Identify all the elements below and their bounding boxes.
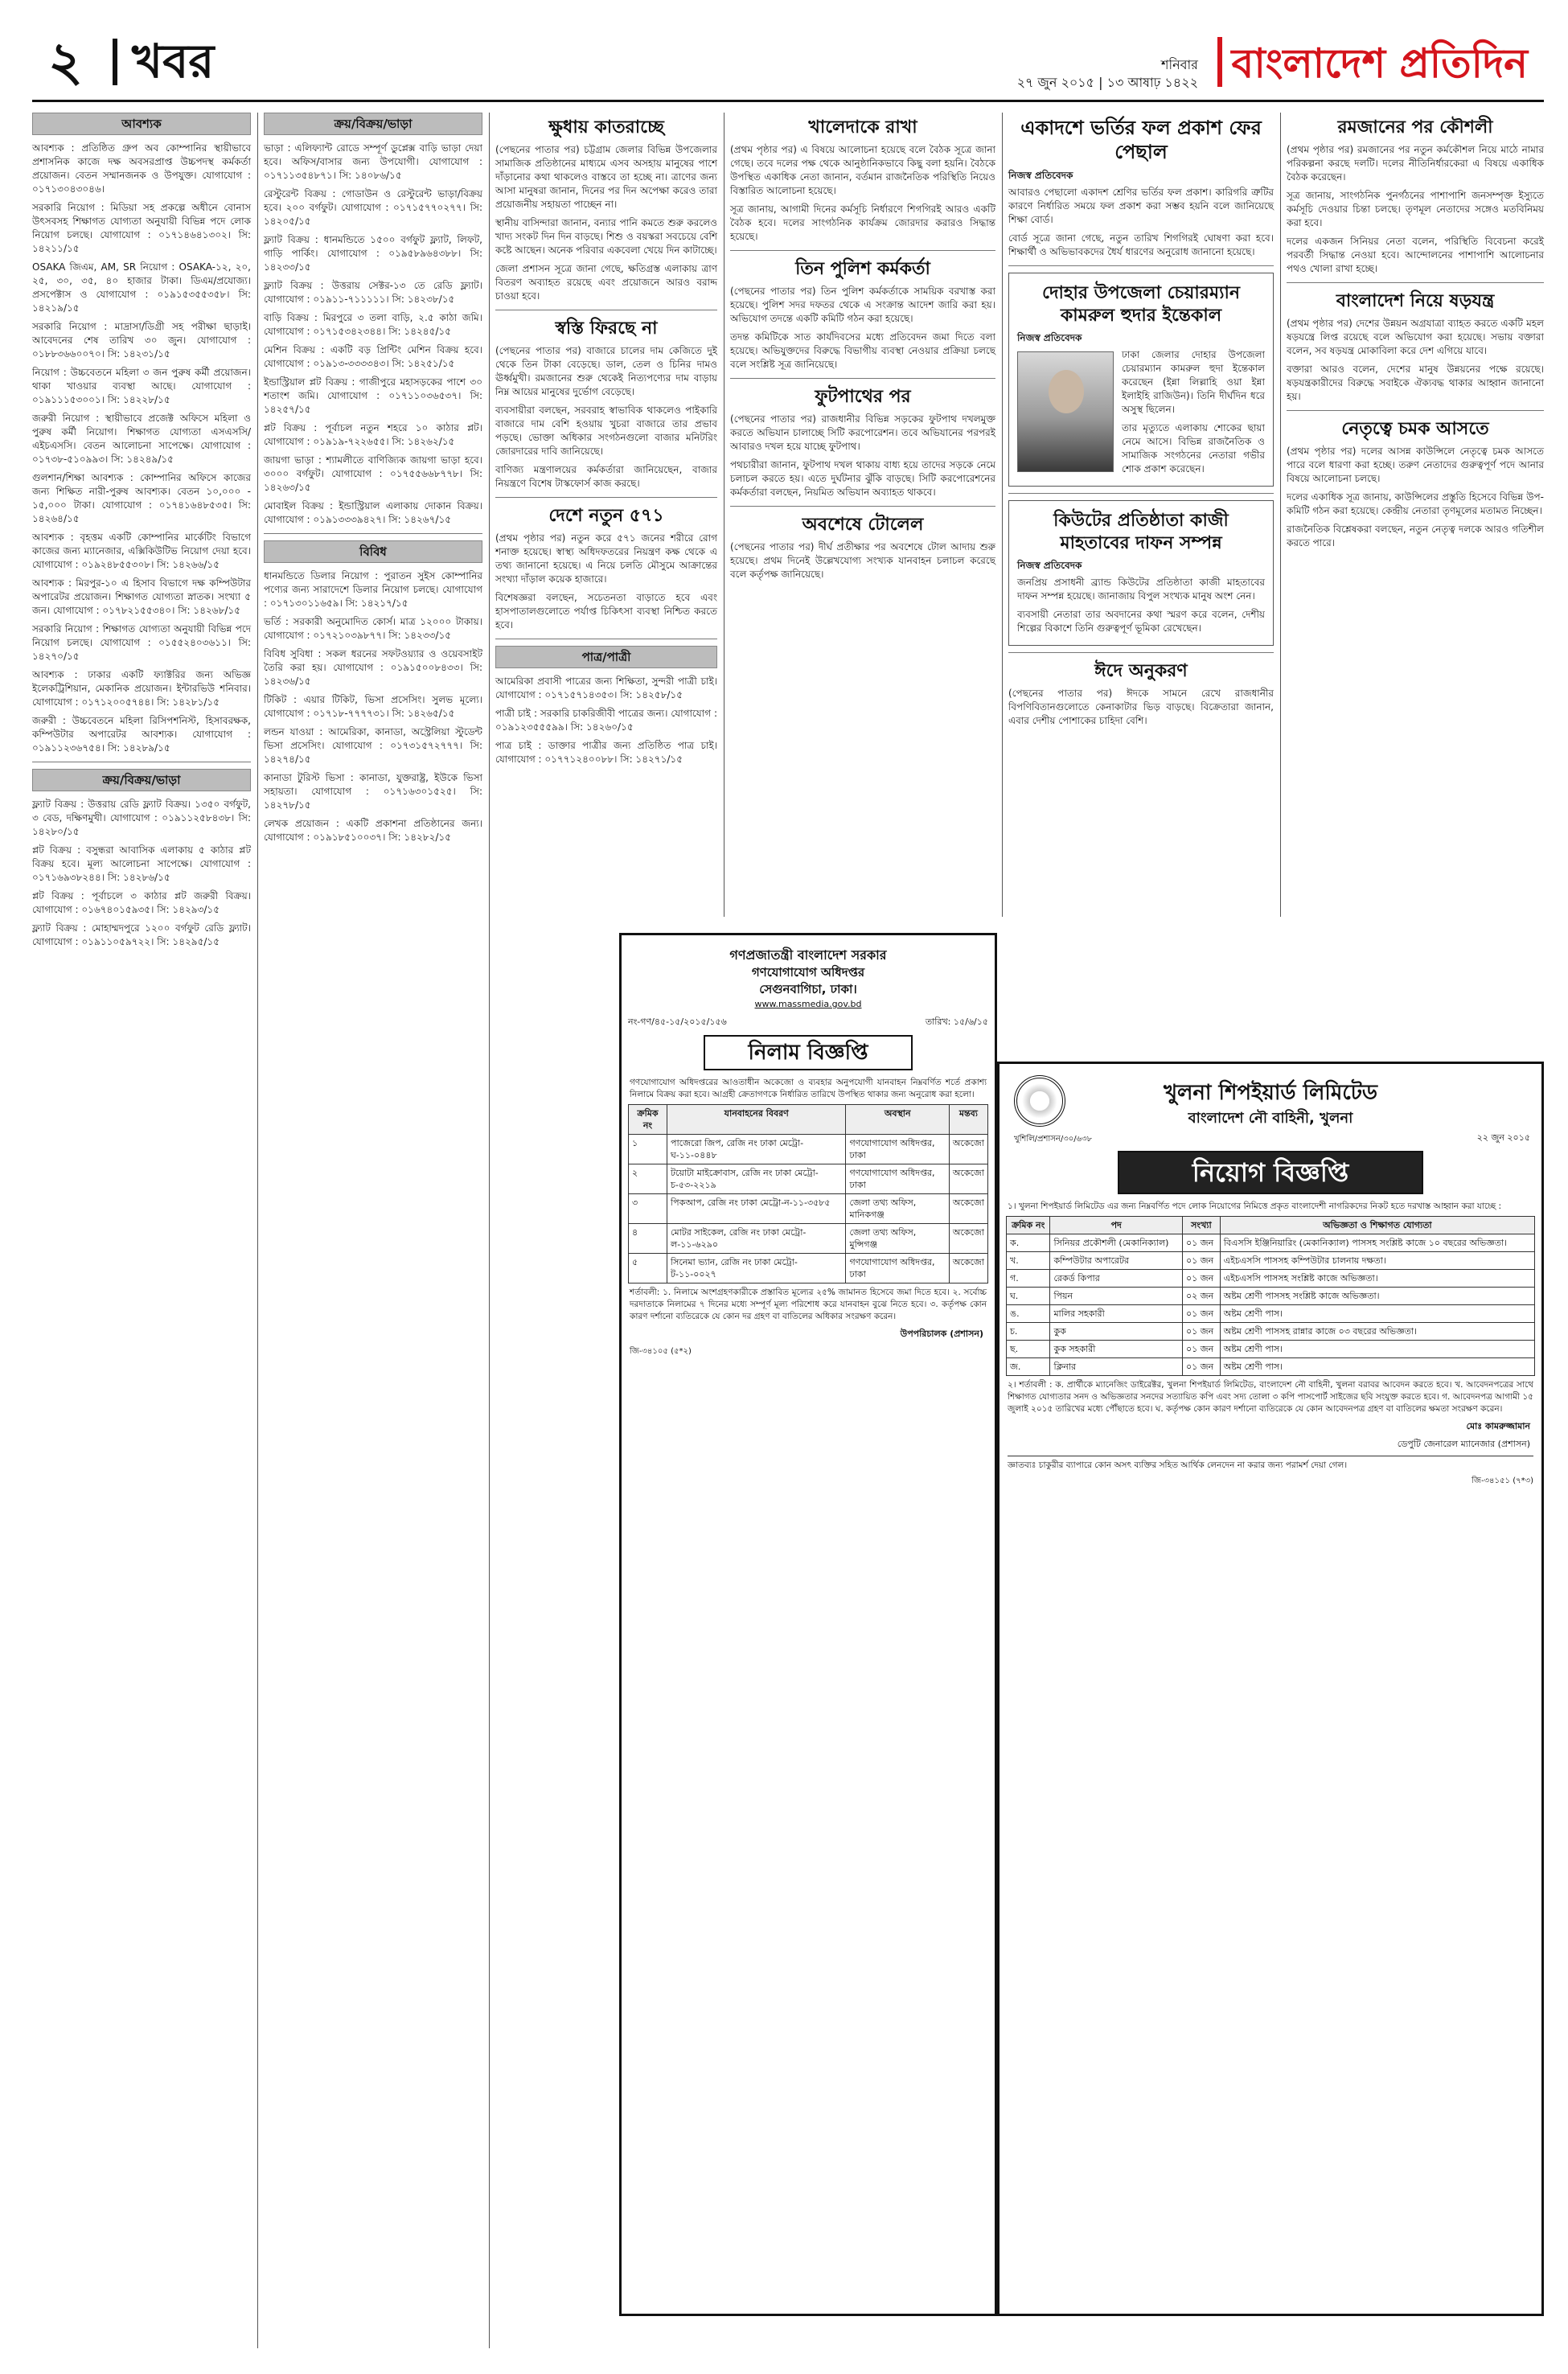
table-cell: অকেজো <box>949 1164 987 1194</box>
classified-ad: জরুরী : উচ্চবেতনে মহিলা রিসিপশনিস্ট, হিসাবরক্ষক, কম্পিউটার অপারেটর আবশ্যক। যোগাযোগ : ০১৯১১২৩৬৭৫৪। সি: ১৪২৮৯/১৫ <box>32 715 251 754</box>
table-cell: গণযোগাযোগ অধিদপ্তর, ঢাকা <box>846 1254 949 1284</box>
classified-ad: ফ্ল্যাট বিক্রয় : উত্তরায় রেডি ফ্ল্যাট বিক্রয়। ১৩৫০ বর্গফুট, ৩ বেড, দক্ষিণমুখী। যোগাযোগ : ০১৯১১২৫৮৪৩৮। সি: ১৪২৮০/১৫ <box>32 799 251 837</box>
table-cell: টয়োটা মাইক্রোবাস, রেজি নং ঢাকা মেট্রো-চ-৫৩-২২১৯ <box>667 1164 846 1194</box>
table-cell: ০১ জন <box>1183 1270 1221 1288</box>
article-paragraph: আবারও পেছালো একাদশ শ্রেণির ভর্তির ফল প্রকাশ। কারিগরি ত্রুটির কারণে নির্ধারিত সময়ে ফল প্রকাশ করা সম্ভব হয়নি বলে জানিয়েছে শিক্ষা বোর্ড। <box>1008 187 1274 225</box>
masthead-rule <box>32 100 1544 102</box>
table-cell: পিকআপ, রেজি নং ঢাকা মেট্রো-ন-১১-৩৫৮৫ <box>667 1194 846 1224</box>
article-paragraph: বক্তারা আরও বলেন, দেশের মানুষ উন্নয়নের পক্ষে রয়েছে। ষড়যন্ত্রকারীদের বিরুদ্ধে সবাইকে ঐক্যবদ্ধ থাকার আহ্বান জানানো হয়। <box>1287 363 1544 402</box>
article-paragraph: (প্রথম পৃষ্ঠার পর) দেশের উন্নয়ন অগ্রযাত্রা ব্যাহত করতে একটি মহল ষড়যন্ত্রে লিপ্ত রয়েছে বলে অভিযোগ করা হয়েছে। সভায় বক্তারা বলেন, সব ষড়যন্ত্র মোকাবিলা করে দেশ এগিয়ে যাবে। <box>1287 318 1544 356</box>
notice-date: তারিখ: ১৫/৬/১৫ <box>925 1017 988 1027</box>
headline: একাদশে ভর্তির ফল প্রকাশ ফের পেছাল <box>1020 116 1262 163</box>
article-body <box>1017 576 1265 635</box>
classified-ad: টিকিট : এয়ার টিকিট, ভিসা প্রসেসিং। সুলভ মূল্যে। যোগাযোগ : ০১৭১৮-৭৭৭৭৩১। সি: ১৪২৬৫/১৫ <box>264 694 482 719</box>
article-body <box>1287 143 1544 276</box>
section-title: খবর <box>132 34 215 88</box>
table-cell: গণযোগাযোগ অধিদপ্তর, ঢাকা <box>846 1135 949 1164</box>
table-cell: গ. <box>1007 1270 1050 1288</box>
table-cell: পাজেরো জিপ, রেজি নং ঢাকা মেট্রো-ঘ-১১-০৪৪৮ <box>667 1135 846 1164</box>
notice-conditions: ২। শর্তাবলী : ক. প্রার্থীকে ম্যানেজিং ডাইরেক্টর, খুলনা শিপইয়ার্ড লিমিটেড, বাংলাদেশ নৌ বাহিনী, খুলনা বরাবর আবেদন করতে হবে। খ. আবেদনপত্রের সাথে শিক্ষাগত যোগ্যতার সনদ ও অভিজ্ঞতার সনদের সত্যায়িত কপি এবং সদ্য তোলা ৩ কপি পাসপোর্ট সাইজের ছবি সংযুক্ত করতে হবে। গ. আবেদনপত্র আগামী ১৫ জুলাই ২০১৫ তারিখের মধ্যে পৌঁছাতে হবে। ঘ. কর্তৃপক্ষ কোন কারণ দর্শানো ব্যতিরেকে যে কোন আবেদনপত্র গ্রহণ বা বাতিলের ক্ষমতা সংরক্ষণ করেন। <box>1008 1380 1533 1414</box>
article-body <box>1287 445 1544 550</box>
table-cell: অকেজো <box>949 1194 987 1224</box>
table-cell: ৩ <box>629 1194 667 1224</box>
article-body <box>495 344 717 491</box>
classified-ad: আবশ্যক : মিরপুর-১০ এ হিসাব বিভাগে দক্ষ কম্পিউটার অপারেটর প্রয়োজন। শিক্ষাগত যোগ্যতা স্নাতক। সংখ্যা ৫ জন। যোগাযোগ : ০১৭৮২১৫৫৩৪০। সি: ১৪২৬৮/১৫ <box>32 577 251 616</box>
table-row <box>629 1135 988 1164</box>
article-paragraph: স্থানীয় বাসিন্দারা জানান, বন্যার পানি কমতে শুরু করলেও খাদ্য সংকট দিন দিন বাড়ছে। শিশু ও বয়স্করা সবচেয়ে বেশি কষ্টে আছেন। অনেক পরিবার একবেলা খেয়ে দিন কাটাচ্ছে। <box>495 217 717 256</box>
ad-org-department: গণযোগাযোগ অধিদপ্তর <box>751 965 865 980</box>
table-cell: জ. <box>1007 1358 1050 1376</box>
ad-org-name: গণপ্রজাতন্ত্রী বাংলাদেশ সরকার <box>729 947 887 963</box>
table-row <box>1007 1323 1535 1341</box>
headline: দোহার উপজেলা চেয়ারম্যান কামরুল হুদার ইন্তেকাল <box>1042 282 1240 326</box>
classified-ad: আমেরিকা প্রবাসী পাত্রের জন্য শিক্ষিতা, সুন্দরী পাত্রী চাই। যোগাযোগ : ০১৭১৫৭১৪৩৫৩। সি: ১৪২৫৮/১৫ <box>495 676 717 700</box>
ad-org-name: খুলনা শিপইয়ার্ড লিমিটেড <box>1163 1081 1378 1105</box>
article-paragraph: (পেছনের পাতার পর) বাজারে চালের দাম কেজিতে দুই থেকে তিন টাকা বেড়েছে। ডাল, তেল ও চিনির দামও ঊর্ধ্বমুখী। রমজানের শুরু থেকেই নিত্যপণ্যের দাম বাড়ায় নিম্ন আয়ের মানুষের দুর্ভোগ বেড়েছে। <box>495 345 717 397</box>
headline: ঈদে অনুকরণ <box>1094 660 1188 681</box>
table-header-row <box>1007 1217 1535 1234</box>
ref-number: খুশিলি/প্রশাসন/৩০/৬৩৮ <box>1014 1135 1093 1144</box>
table-cell: গণযোগাযোগ অধিদপ্তর, ঢাকা <box>846 1164 949 1194</box>
classified-ad: জায়গা ভাড়া : শ্যামলীতে বাণিজ্যিক জায়গা ভাড়া হবে। ৩০০০ বর্গফুট। যোগাযোগ : ০১৭৫৫৬৬৮৭৭৮। সি: ১৪২৬৩/১৫ <box>264 454 482 493</box>
section-header-buy-sell: ক্রয়/বিক্রয়/ভাড়া <box>264 113 482 135</box>
article-paragraph: ব্যবসায়ীরা বলছেন, সরবরাহ স্বাভাবিক থাকলেও পাইকারি বাজারে দাম বেশি হওয়ায় খুচরা বাজারে তার প্রভাব পড়ছে। ভোক্তা অধিকার সংগঠনগুলো বাজার মনিটরিং জোরদারের দাবি জানিয়েছে। <box>495 405 717 457</box>
table-cell: অষ্টম শ্রেণী পাস। <box>1220 1341 1534 1358</box>
classified-ad: ফ্ল্যাট বিক্রয় : মোহাম্মদপুরে ১২০০ বর্গফুট রেডি ফ্ল্যাট। যোগাযোগ : ০১৯১১০৫৯৭২২। সি: ১৪২৯৫/১৫ <box>32 922 251 947</box>
article-paragraph: বাণিজ্য মন্ত্রণালয়ের কর্মকর্তারা জানিয়েছেন, বাজার নিয়ন্ত্রণে বিশেষ টাস্কফোর্স কাজ করছে। <box>495 464 717 489</box>
table-cell: কুক <box>1050 1323 1183 1341</box>
column-rule <box>1002 113 1003 917</box>
classified-ad: গুলশান/শিক্ষা আবশ্যক : কোম্পানির অফিসে কাজের জন্য শিক্ষিত নারী-পুরুষ আবশ্যক। বেতন ১০,০০০ - ১৫,০০০ টাকা। যোগাযোগ : ০১৭৪১৬৪৮৫৩৫। সি: ১৪২৬৪/১৫ <box>32 472 251 524</box>
table-header-cell: পদ <box>1050 1217 1183 1234</box>
divider <box>1287 410 1544 411</box>
column-rule <box>257 113 258 2348</box>
table-header-cell: অবস্থান <box>846 1105 949 1135</box>
table-cell: পিয়ন <box>1050 1288 1183 1305</box>
table-cell: কুক সহকারী <box>1050 1341 1183 1358</box>
article-paragraph: (পেছনের পাতার পর) ঈদকে সামনে রেখে রাজধানীর বিপণিবিতানগুলোতে কেনাকাটার ভিড় বাড়ছে। বিক্রেতারা জানান, এবার দেশীয় পোশাকের চাহিদা বেশি। <box>1008 688 1274 726</box>
classified-list <box>32 798 251 949</box>
shipyard-logo <box>1014 1075 1065 1127</box>
headline: কিউটের প্রতিষ্ঠাতা কাজী মাহতাবের দাফন সম্পন্ন <box>1053 510 1229 553</box>
section-header-misc: বিবিধ <box>264 540 482 563</box>
classified-ad: সরকারি নিয়োগ : মাদ্রাসা/ডিগ্রী সহ পরীক্ষা ছাড়াই। আবেদনের শেষ তারিখ ৩০ জুন। যোগাযোগ : ০১৮৮৩৬৬০০৭০। সি: ১৪২৩১/১৫ <box>32 321 251 359</box>
issue-date: ২৭ জুন ২০১৫ | ১৩ আষাঢ় ১৪২২ <box>1016 75 1198 90</box>
table-cell: ৫ <box>629 1254 667 1284</box>
table-cell: জেলা তথ্য অফিস, মুন্সিগঞ্জ <box>846 1224 949 1254</box>
classified-ad: বিবিধ সুবিধা : সকল ধরনের সফটওয়্যার ও ওয়েবসাইট তৈরি করা হয়। যোগাযোগ : ০১৯১৫০০৮৪৩৩। সি: ১৪২৩৬/১৫ <box>264 648 482 687</box>
article-paragraph: পথচারীরা জানান, ফুটপাথ দখল থাকায় বাধ্য হয়ে তাদের সড়কে নেমে চলাচল করতে হয়। এতে দুর্ঘটনার ঝুঁকি বাড়ছে। সিটি করপোরেশনের কর্মকর্তারা বলছেন, নিয়মিত অভিযান অব্যাহত থাকবে। <box>730 459 995 498</box>
table-cell: খ. <box>1007 1252 1050 1270</box>
table-header-cell: ক্রমিক নং <box>1007 1217 1050 1234</box>
table-cell: ২ <box>629 1164 667 1194</box>
article-paragraph: রাজনৈতিক বিশ্লেষকরা বলছেন, নতুন নেতৃত্ব দলকে আরও গতিশীল করতে পারে। <box>1287 524 1544 548</box>
dateline <box>1017 56 1198 92</box>
table-cell: ক্লিনার <box>1050 1358 1183 1376</box>
classified-ad: ভর্তি : সরকারী অনুমোদিত কোর্স। মাত্র ১২০০০ টাকায়। যোগাযোগ : ০১৭২১০৩৯৮৭৭। সি: ১৪২৩৩/১৫ <box>264 616 482 641</box>
table-row <box>1007 1305 1535 1323</box>
table-cell: ০১ জন <box>1183 1305 1221 1323</box>
classified-ad: জরুরী নিয়োগ : স্থায়ীভাবে প্রজেক্ট অফিসে মহিলা ও পুরুষ কর্মী নিয়োগ। শিক্ষাগত যোগ্যতা এসএসসি/এইচএসসি। বেতন আলোচনা সাপেক্ষে। যোগাযোগ : ০১৭৩৮-৫১০৯৯৩। সি: ১৪২৪৯/১৫ <box>32 413 251 465</box>
classified-ad: মোবাইল বিক্রয় : ইন্ডাস্ট্রিয়াল এলাকায় দোকান বিক্রয়। যোগাযোগ : ০১৯১৩৩৩৯৪২৭। সি: ১৪২৬৭/১৫ <box>264 500 482 525</box>
ad-org-department: বাংলাদেশ নৌ বাহিনী, খুলনা <box>1188 1110 1353 1127</box>
table-row <box>629 1224 988 1254</box>
article-paragraph: সূত্র জানায়, আগামী দিনের কর্মসূচি নির্ধারণে শিগগিরই আরও একটি বৈঠক হবে। দলের সাংগঠনিক কার্যক্রম জোরদার করারও সিদ্ধান্ত হয়েছে। <box>730 203 995 242</box>
table-cell: অকেজো <box>949 1224 987 1254</box>
headline: দেশে নতুন ৫৭১ <box>548 505 664 526</box>
section-header-wanted: আবশ্যক <box>32 113 251 135</box>
page-number: ২ <box>48 30 83 92</box>
table-header-cell: যানবাহনের বিবরণ <box>667 1105 846 1135</box>
article-paragraph: ব্যবসায়ী নেতারা তার অবদানের কথা স্মরণ করে বলেন, দেশীয় শিল্পের বিকাশে তিনি গুরুত্বপূর্ণ ভূমিকা রেখেছেন। <box>1017 609 1265 634</box>
table-cell: মালির সহকারী <box>1050 1305 1183 1323</box>
classified-ad: রেস্টুরেন্ট বিক্রয় : গোডাউন ও রেস্টুরেন্ট ভাড়া/বিক্রয় হবে। ২০০ বর্গফুট। যোগাযোগ : ০১৭১৫৭৭০২৭৭। সি: ১৪২০৫/১৫ <box>264 188 482 227</box>
table-cell: সিনিয়র প্রকৌশলী (মেকানিক্যাল) <box>1050 1234 1183 1252</box>
notice-intro: ১। খুলনা শিপইয়ার্ড লিমিটেড এর জন্য নিম্নবর্ণিত পদে লোক নিয়োগের নিমিত্তে প্রকৃত বাংলাদেশী নাগরিকদের নিকট হতে দরখাস্ত আহ্বান করা যাচ্ছে : <box>1008 1201 1502 1211</box>
article-paragraph: বিশেষজ্ঞরা বলছেন, সচেতনতা বাড়াতে হবে এবং হাসপাতালগুলোতে পর্যাপ্ত চিকিৎসা ব্যবস্থা নিশ্চিত করতে হবে। <box>495 592 717 630</box>
table-row <box>1007 1234 1535 1252</box>
table-body <box>629 1135 988 1284</box>
article-paragraph: জনপ্রিয় প্রসাধনী ব্র্যান্ড কিউটের প্রতিষ্ঠাতা কাজী মাহতাবের দাফন সম্পন্ন হয়েছে। জানাজায় বিপুল সংখ্যক মানুষ অংশ নেন। <box>1017 577 1265 602</box>
section-header-buy-sell: ক্রয়/বিক্রয়/ভাড়া <box>32 769 251 791</box>
notice-title: নিয়োগ বিজ্ঞপ্তি <box>1118 1151 1423 1194</box>
notice-title: নিলাম বিজ্ঞপ্তি <box>704 1035 913 1070</box>
masthead <box>32 32 1544 95</box>
article-paragraph: জেলা প্রশাসন সূত্রে জানা গেছে, ক্ষতিগ্রস্ত এলাকায় ত্রাণ বিতরণ অব্যাহত রয়েছে এবং প্রয়োজনে আরও বরাদ্দ চাওয়া হবে। <box>495 263 717 302</box>
classifieds-column-2 <box>264 113 482 849</box>
notice-intro: গণযোগাযোগ অধিদপ্তরের আওতাধীন অকেজো ও ব্যবহার অনুপযোগী যানবাহন নিম্নবর্ণিত শর্তে প্রকাশ্য নিলামে বিক্রয় করা হবে। আগ্রহী ক্রেতাগণকে নির্ধারিত তারিখে উপস্থিত থাকার জন্য অনুরোধ করা হলো। <box>630 1078 987 1099</box>
table-cell: ০২ জন <box>1183 1288 1221 1305</box>
recruitment-notice-ad <box>997 1062 1544 2316</box>
classified-ad: প্লট বিক্রয় : পূর্বাচল নতুন শহরে ১০ কাঠার প্লট। যোগাযোগ : ০১৯১৯-৭২২৬৫৫। সি: ১৪২৬২/১৫ <box>264 422 482 447</box>
divider <box>1287 282 1544 283</box>
ad-reference: জি-৩৪১৫১ (৭*৩) <box>1472 1477 1533 1485</box>
classified-ad: লেখক প্রয়োজন : একটি প্রকাশনা প্রতিষ্ঠানের জন্য। যোগাযোগ : ০১৯১৮৫১০০৩৭। সি: ১৪২৮২/১৫ <box>264 818 482 843</box>
auction-table <box>628 1104 988 1284</box>
article-paragraph: (প্রথম পৃষ্ঠার পর) রমজানের পর নতুন কর্মকৌশল নিয়ে মাঠে নামার পরিকল্পনা করছে দলটি। দলের নীতিনির্ধারকেরা এ বিষয়ে একাধিক বৈঠক করেছেন। <box>1287 144 1544 183</box>
news-column-6 <box>1287 113 1544 555</box>
divider <box>1008 493 1274 494</box>
article-paragraph: (পেছনের পাতার পর) তিন পুলিশ কর্মকর্তাকে সাময়িক বরখাস্ত করা হয়েছে। পুলিশ সদর দফতর থেকে এ সংক্রান্ত আদেশ জারি করা হয়। অভিযোগ তদন্তে একটি কমিটি গঠন করা হয়েছে। <box>730 285 995 324</box>
table-row <box>629 1194 988 1224</box>
article-body <box>495 143 717 303</box>
reporter-byline: নিজস্ব প্রতিবেদক <box>1017 332 1082 343</box>
table-header-cell: মন্তব্য <box>949 1105 987 1135</box>
table-row <box>1007 1341 1535 1358</box>
classified-ad: সরকারি নিয়োগ : মিডিয়া সহ প্রকল্পে অধীনে বোনাস উৎসবসহ শিক্ষাগত যোগ্যতা অনুযায়ী বিভিন্ন পদে লোক নিয়োগ চলছে। যোগাযোগ : ০১৭১৪৬৪১৩০২। সি: ১৪২১১/১৫ <box>32 202 251 254</box>
classified-ad: ধানমন্ডিতে ডিলার নিয়োগ : পুরাতন সুইস কোম্পানির পণ্যের জন্য সারাদেশে ডিলার নিয়োগ চলছে। যোগাযোগ : ০১৭১৩০১১৬৫৯। সি: ১৪২১৭/১৫ <box>264 570 482 609</box>
masthead-divider <box>113 39 117 85</box>
classified-ad: OSAKA জিএম, AM, SR নিয়োগ : OSAKA-১২, ২০, ২৫, ৩০, ৩৫, ৪০ হাজার টাকা। ডিএম/প্রযোজ্য। প্রসপেক্টাস ও যোগাযোগ : ০১৯১৫৩৫৫৩৫৮। সি: ১৪২১৯/১৫ <box>32 261 251 314</box>
table-cell: রেকর্ড কিপার <box>1050 1270 1183 1288</box>
table-cell: ছ. <box>1007 1341 1050 1358</box>
divider <box>1008 652 1274 653</box>
headline: রমজানের পর কৌশলী <box>1337 117 1493 138</box>
signatory-title: ডেপুটি জেনারেল ম্যানেজার (প্রশাসন) <box>1397 1439 1530 1449</box>
table-cell: এইচএসসি পাসসহ সংশ্লিষ্ট কাজে অভিজ্ঞতা। <box>1220 1270 1534 1288</box>
classified-list <box>495 675 717 766</box>
classified-ad: পাত্রী চাই : সরকারি চাকরিজীবী পাত্রের জন্য। যোগাযোগ : ০১৯১২৩৫৫৫৯৯। সি: ১৪২৬০/১৫ <box>495 708 717 733</box>
notice-footer: জ্ঞাতব্যঃ চাকুরীর ব্যাপারে কোন অসৎ ব্যক্তির সহিত আর্থিক লেনদেন না করার জন্য পরামর্শ দেয়া গেল। <box>1008 1456 1533 1472</box>
classified-ad: মেশিন বিক্রয় : একটি বড় প্রিন্টিং মেশিন বিক্রয় হবে। যোগাযোগ : ০১৯১৩-৩৩৩৩৪৩। সি: ১৪২৫১/১৫ <box>264 344 482 369</box>
table-row <box>629 1254 988 1284</box>
table-cell: বিএসসি ইঞ্জিনিয়ারিং (মেকানিক্যাল) পাসসহ সংশ্লিষ্ট কাজে ১০ বছরের অভিজ্ঞতা। <box>1220 1234 1534 1252</box>
table-cell: ০১ জন <box>1183 1323 1221 1341</box>
table-header-cell: সংখ্যা <box>1183 1217 1221 1234</box>
table-row <box>1007 1358 1535 1376</box>
article-paragraph: (পেছনের পাতার পর) দীর্ঘ প্রতীক্ষার পর অবশেষে টোল আদায় শুরু হয়েছে। প্রথম দিনেই উল্লেখযোগ্য সংখ্যক যানবাহন চলাচল করেছে বলে কর্তৃপক্ষ জানিয়েছে। <box>730 541 995 580</box>
table-row <box>1007 1270 1535 1288</box>
article-body <box>1287 317 1544 404</box>
headline: ফুটপাথের পর <box>815 386 911 407</box>
classified-ad: প্লট বিক্রয় : বসুন্ধরা আবাসিক এলাকায় ৫ কাঠার প্লট বিক্রয় হবে। মূল্য আলোচনা সাপেক্ষে। যোগাযোগ : ০১৭১৬৯৩৮২৪৪। সি: ১৪২৮৬/১৫ <box>32 844 251 883</box>
table-cell: ০১ জন <box>1183 1234 1221 1252</box>
article-paragraph: তদন্ত কমিটিকে সাত কার্যদিবসের মধ্যে প্রতিবেদন জমা দিতে বলা হয়েছে। অভিযুক্তদের বিরুদ্ধে বিভাগীয় ব্যবস্থা নেওয়ার প্রক্রিয়া চলছে বলে সংশ্লিষ্ট সূত্র জানিয়েছে। <box>730 331 995 370</box>
notice-conditions: শর্তাবলী: ১. নিলামে অংশগ্রহণকারীকে প্রস্তাবিত মূল্যের ২৫% জামানত হিসেবে জমা দিতে হবে। ২. সর্বোচ্চ দরদাতাকে নিলামের ৭ দিনের মধ্যে সম্পূর্ণ মূল্য পরিশোধ করে যানবাহন বুঝে নিতে হবে। ৩. কর্তৃপক্ষ কোন কারণ দর্শানো ব্যতিরেকে যে কোন দর গ্রহণ বা বাতিলের অধিকার সংরক্ষণ করেন। <box>630 1288 987 1321</box>
table-cell: অষ্টম শ্রেণী পাস। <box>1220 1305 1534 1323</box>
divider <box>730 378 995 379</box>
divider <box>495 497 717 498</box>
brand-divider <box>1217 37 1222 87</box>
table-cell: ০১ জন <box>1183 1341 1221 1358</box>
classified-ad: ফ্ল্যাট বিক্রয় : উত্তরায় সেক্টর-১৩ তে রেডি ফ্ল্যাট। যোগাযোগ : ০১৯১১-৭১১১১১। সি: ১৪২৩৮/১৫ <box>264 280 482 305</box>
headline: স্বস্তি ফিরছে না <box>555 318 658 339</box>
classified-ad: আবশ্যক : প্রতিষ্ঠিত গ্রুপ অব কোম্পানির স্থায়ীভাবে প্রশাসনিক কাজে দক্ষ অবসরপ্রাপ্ত উচ্চপদস্থ কর্মকর্তা প্রয়োজন। বেতন সম্মানজনক ও উপযুক্ত। যোগাযোগ : ০১৭১৩০৪৩০৪৬। <box>32 142 251 195</box>
headline: নেতৃত্বে চমক আসতে <box>1341 418 1489 439</box>
divider <box>264 533 482 534</box>
table-header-row <box>629 1105 988 1135</box>
classified-ad: পাত্র চাই : ডাক্তার পাত্রীর জন্য প্রতিষ্ঠিত পাত্র চাই। যোগাযোগ : ০১৭৭১২৪০০৮৮। সি: ১৪২৭১/১৫ <box>495 740 717 765</box>
article-paragraph: দলের একাধিক সূত্র জানায়, কাউন্সিলের প্রস্তুতি হিসেবে বিভিন্ন উপ-কমিটি গঠন করা হয়েছে। কেন্দ্রীয় নেতারা তৃণমূলের মতামত নিচ্ছেন। <box>1287 491 1544 516</box>
table-header-cell: অভিজ্ঞতা ও শিক্ষাগত যোগ্যতা <box>1220 1217 1534 1234</box>
table-cell: ঙ. <box>1007 1305 1050 1323</box>
table-body <box>1007 1234 1535 1376</box>
classified-list <box>264 142 482 527</box>
table-cell: ০১ জন <box>1183 1358 1221 1376</box>
article-body <box>1008 186 1274 259</box>
table-cell: মোটর সাইকেল, রেজি নং ঢাকা মেট্রো-ল-১১-৬২৯০ <box>667 1224 846 1254</box>
divider <box>730 506 995 507</box>
divider <box>730 250 995 251</box>
article-paragraph: (প্রথম পৃষ্ঠার পর) এ বিষয়ে আলোচনা হয়েছে বলে বৈঠক সূত্রে জানা গেছে। তবে দলের পক্ষ থেকে আনুষ্ঠানিকভাবে কিছু বলা হয়নি। বৈঠকে উপস্থিত একাধিক নেতা জানান, বর্তমান রাজনৈতিক পরিস্থিতি নিয়েও বিস্তারিত আলোচনা হয়েছে। <box>730 144 995 196</box>
news-column-5 <box>1008 113 1274 733</box>
table-cell: জেলা তথ্য অফিস, মানিকগঞ্জ <box>846 1194 949 1224</box>
article-body <box>730 285 995 372</box>
classified-ad: ফ্ল্যাট বিক্রয় : ধানমন্ডিতে ১৫০০ বর্গফুট ফ্ল্যাট, লিফট, গাড়ি পার্কিং। যোগাযোগ : ০১৯৫৮৯৬৪৩৮৮। সি: ১৪২৩৩/১৫ <box>264 234 482 273</box>
article-body <box>730 143 995 244</box>
classified-ad: আবশ্যক : বৃহত্তম একটি কোম্পানির মার্কেটিং বিভাগে কাজের জন্য ম্যানেজার, এক্সিকিউটিভ নিয়োগ দেয়া হবে। যোগাযোগ : ০১৯২৪৮৫৫৩০৮। সি: ১৪২৬৬/১৫ <box>32 532 251 570</box>
article-body <box>495 532 717 632</box>
reporter-byline: নিজস্ব প্রতিবেদক <box>1008 170 1073 181</box>
news-column-3 <box>495 113 717 771</box>
article-body <box>1008 687 1274 728</box>
table-cell: অষ্টম শ্রেণী পাসসহ রান্নার কাজে ০৩ বছরের অভিজ্ঞতা। <box>1220 1323 1534 1341</box>
table-cell: ০১ জন <box>1183 1252 1221 1270</box>
classified-ad: প্লট বিক্রয় : পূর্বাচলে ৩ কাঠার প্লট জরুরী বিক্রয়। যোগাযোগ : ০১৬৭৪০১৫৯৩৫। সি: ১৪২৯৩/১৫ <box>32 890 251 915</box>
obituary-box <box>1008 273 1274 487</box>
article-paragraph: (প্রথম পৃষ্ঠার পর) নতুন করে ৫৭১ জনের শরীরে রোগ শনাক্ত হয়েছে। স্বাস্থ্য অধিদফতরের নিয়ন্ত্রণ কক্ষ থেকে এ তথ্য জানানো হয়েছে। এ নিয়ে চলতি মৌসুমে আক্রান্তের সংখ্যা দাঁড়াল কয়েক হাজারে। <box>495 532 717 585</box>
table-cell: অকেজো <box>949 1254 987 1284</box>
article-paragraph: দলের একজন সিনিয়র নেতা বলেন, পরিস্থিতি বিবেচনা করেই পরবর্তী সিদ্ধান্ত নেওয়া হবে। আন্দোলনের পাশাপাশি আলোচনার পথও খোলা রাখা হচ্ছে। <box>1287 236 1544 274</box>
article-paragraph: সূত্র জানায়, সাংগঠনিক পুনর্গঠনের পাশাপাশি জনসম্পৃক্ত ইস্যুতে কর্মসূচি দেওয়ার চিন্তা চলছে। তৃণমূল নেতাদের সঙ্গেও মতবিনিময় করা হবে। <box>1287 190 1544 228</box>
section-header-matrimonial: পাত্র/পাত্রী <box>495 646 717 668</box>
ad-website: www.massmedia.gov.bd <box>754 999 862 1009</box>
divider <box>1008 265 1274 266</box>
classified-list <box>264 569 482 844</box>
column-rule <box>1280 113 1281 917</box>
ad-reference: জি-৩৪১০৫ (৫*২) <box>630 1347 692 1356</box>
classified-ad: ভাড়া : এলিফ্যান্ট রোডে সম্পূর্ণ ডুপ্লেক্স বাড়ি ভাড়া দেয়া হবে। অফিস/বাসার জন্য উপযোগী। যোগাযোগ : ০১৭১১৩৫৪৮৭১। সি: ১৪০৮৬/১৫ <box>264 142 482 181</box>
table-cell: ৪ <box>629 1224 667 1254</box>
obituary-box <box>1008 500 1274 646</box>
weekday: শনিবার <box>1161 57 1198 72</box>
table-cell: ক. <box>1007 1234 1050 1252</box>
headline: তিন পুলিশ কর্মকর্তা <box>795 258 930 279</box>
headline: ক্ষুধায় কাতরাচ্ছে <box>548 117 664 138</box>
table-cell: অকেজো <box>949 1135 987 1164</box>
table-row <box>629 1164 988 1194</box>
reporter-byline: নিজস্ব প্রতিবেদক <box>1017 560 1082 571</box>
classified-ad: আবশ্যক : ঢাকার একটি ফ্যাক্টরির জন্য অভিজ্ঞ ইলেকট্রিশিয়ান, মেকানিক প্রয়োজন। ইন্টারভিউ শনিবার। যোগাযোগ : ০১৭১২০০৫৭৪৪। সি: ১৪২৮১/১৫ <box>32 669 251 708</box>
article-paragraph: ঢাকা জেলার দোহার উপজেলা চেয়ারম্যান কামরুল হুদা ইন্তেকাল করেছেন (ইন্না লিল্লাহি ওয়া ইন্না ইলাইহি রাজিউন)। তিনি দীর্ঘদিন ধরে অসুস্থ ছিলেন। <box>1122 349 1265 415</box>
classified-list <box>32 142 251 755</box>
table-header-cell: ক্রমিক নং <box>629 1105 667 1135</box>
table-cell: কম্পিউটার অপারেটর <box>1050 1252 1183 1270</box>
article-paragraph: তার মৃত্যুতে এলাকায় শোকের ছায়া নেমে আসে। বিভিন্ন রাজনৈতিক ও সামাজিক সংগঠনের নেতারা গভীর শোক প্রকাশ করেছেন। <box>1122 422 1265 474</box>
signatory: উপপরিচালক (প্রশাসন) <box>900 1329 983 1339</box>
table-cell: এইচএসসি পাসসহ কম্পিউটার চালনায় দক্ষতা। <box>1220 1252 1534 1270</box>
article-paragraph: (পেছনের পাতার পর) চট্টগ্রাম জেলার বিভিন্ন উপজেলার সামাজিক প্রতিষ্ঠানের মাধ্যমে এসব অসহায় মানুষের পাশে দাঁড়ানোর কথা থাকলেও বাস্তবে তা হচ্ছে না। ত্রাণের জন্য আসা মানুষরা জানান, দিনের পর দিন অপেক্ষা করেও তারা প্রয়োজনীয় সহায়তা পাচ্ছেন না। <box>495 144 717 210</box>
table-row <box>1007 1288 1535 1305</box>
memo-number: নং-গণ/৪৫-১৫/২০১৫/১৫৬ <box>628 1017 727 1027</box>
vacancy-table <box>1006 1216 1535 1376</box>
ad-meta <box>628 1016 988 1029</box>
ad-org-address: সেগুনবাগিচা, ঢাকা। <box>759 982 857 996</box>
auction-notice-ad <box>619 933 997 2316</box>
notice-date: ২২ জুন ২০১৫ <box>1476 1132 1530 1143</box>
news-column-4 <box>730 113 995 586</box>
table-cell: অষ্টম শ্রেণী পাসসহ সংশ্লিষ্ট কাজে অভিজ্ঞতা। <box>1220 1288 1534 1305</box>
classified-ad: কানাডা টুরিস্ট ভিসা : কানাডা, যুক্তরাষ্ট্র, ইউকে ভিসা সহায়তা। যোগাযোগ : ০১৭১৬৩০১৫২৫। সি: ১৪২৭৮/১৫ <box>264 772 482 811</box>
table-cell: ঘ. <box>1007 1288 1050 1305</box>
article-paragraph: (প্রথম পৃষ্ঠার পর) দলের আসন্ন কাউন্সিলে নেতৃত্বে চমক আসতে পারে বলে ধারণা করা হচ্ছে। তরুণ নেতাদের গুরুত্বপূর্ণ পদে আনার বিষয়ে আলোচনা চলছে। <box>1287 446 1544 484</box>
table-cell: অষ্টম শ্রেণী পাস। <box>1220 1358 1534 1376</box>
classifieds-column-1 <box>32 113 251 954</box>
classified-ad: নিয়োগ : উচ্চবেতনে মহিলা ৩ জন পুরুষ কর্মী প্রয়োজন। থাকা খাওয়ার ব্যবস্থা আছে। যোগাযোগ : ০১৯১১১৫৩০০১। সি: ১৪২২৮/১৫ <box>32 367 251 405</box>
column-rule <box>489 113 490 2348</box>
portrait-photo <box>1017 351 1114 472</box>
table-cell: ১ <box>629 1135 667 1164</box>
headline: খালেদাকে রাখা <box>808 117 917 138</box>
newspaper-logo: বাংলাদেশ প্রতিদিন <box>1231 40 1528 87</box>
headline: বাংলাদেশ নিয়ে ষড়যন্ত্র <box>1336 290 1495 311</box>
classified-ad: ইন্ডাস্ট্রিয়াল প্লট বিক্রয় : গাজীপুরে মহাসড়কের পাশে ৩০ শতাংশ জমি। যোগাযোগ : ০১৭১১০৩৬৫৩৭। সি: ১৪২৫৭/১৫ <box>264 376 482 415</box>
table-cell: সিনেমা ভ্যান, রেজি নং ঢাকা মেট্রো-ট-১১-০০২৭ <box>667 1254 846 1284</box>
article-paragraph: বোর্ড সূত্রে জানা গেছে, নতুন তারিখ শিগগিরই ঘোষণা করা হবে। শিক্ষার্থী ও অভিভাবকদের ধৈর্য ধারণের অনুরোধ জানানো হয়েছে। <box>1008 232 1274 257</box>
classified-ad: লন্ডন যাওয়া : আমেরিকা, কানাডা, অস্ট্রেলিয়া স্টুডেন্ট ভিসা প্রসেসিং। যোগাযোগ : ০১৭৩১৫৭২৭৭৭। সি: ১৪২৭৪/১৫ <box>264 726 482 765</box>
signatory-name: মোঃ কামরুজ্জামান <box>1466 1421 1530 1431</box>
classified-ad: বাড়ি বিক্রয় : মিরপুরে ৩ তলা বাড়ি, ২.৫ কাঠা জমি। যোগাযোগ : ০১৭১৫৩৪২৩৪৪। সি: ১৪২৪৫/১৫ <box>264 312 482 337</box>
article-paragraph: (পেছনের পাতার পর) রাজধানীর বিভিন্ন সড়কের ফুটপাথ দখলমুক্ত করতে অভিযান চালাচ্ছে সিটি করপোরেশন। তবে অভিযানের পরপরই আবারও দখল হয়ে যাচ্ছে ফুটপাথ। <box>730 413 995 452</box>
article-body <box>730 413 995 499</box>
table-cell: চ. <box>1007 1323 1050 1341</box>
article-body <box>730 540 995 581</box>
classified-ad: সরকারি নিয়োগ : শিক্ষাগত যোগ্যতা অনুযায়ী বিভিন্ন পদে নিয়োগ চলছে। যোগাযোগ : ০১৫৫২৪০৩৬১১। সি: ১৪২৭০/১৫ <box>32 623 251 662</box>
table-row <box>1007 1252 1535 1270</box>
headline: অবশেষে টোলেল <box>802 514 924 535</box>
